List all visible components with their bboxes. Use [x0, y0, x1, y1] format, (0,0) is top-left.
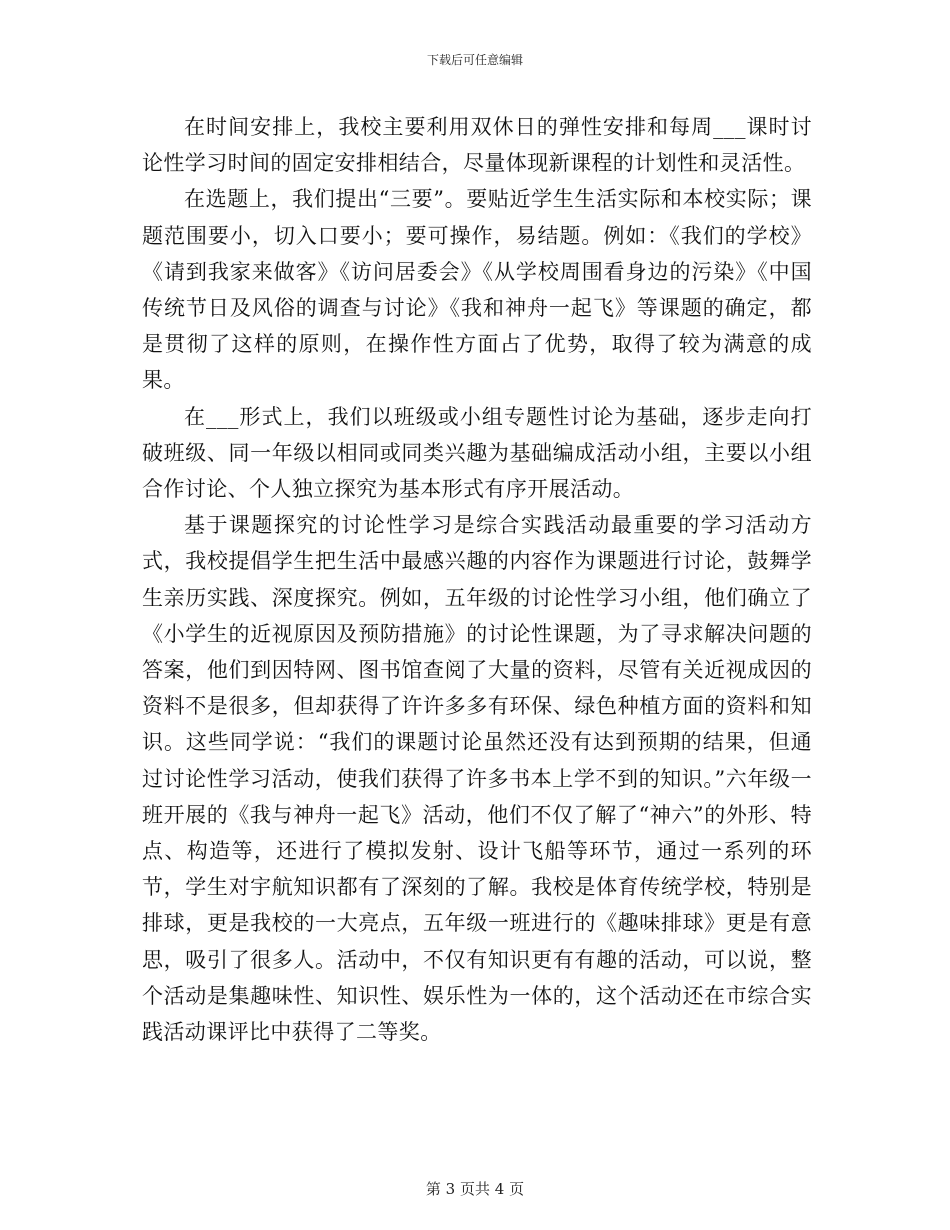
page-footer	[0, 1180, 950, 1198]
paragraph-research-examples: 基于课题探究的讨论性学习是综合实践活动最重要的学习活动方式，我校提倡学生把生活中最感兴趣的内容作为课题进行讨论，鼓舞学生亲历实践、深度探究。例如，五年级的讨论性学习小组，他们确立了《小学生的近视原因及预防措施》的讨论性课题，为了寻求解决问题的答案，他们到因特网、图书馆查阅了大量的资料，尽管有关近视成因的资料不是很多，但却获得了许许多多有环保、绿色种植方面的资料和知识。这些同学说：“我们的课题讨论虽然还没有达到预期的结果，但通过讨论性学习活动，使我们获得了许多书本上学不到的知识。”六年级一班开展的《我与神舟一起飞》活动，他们不仅了解了“神六”的外形、特点、构造等，还进行了模拟发射、设计飞船等环节，通过一系列的环节，学生对宇航知识都有了深刻的了解。我校是体育传统学校，特别是排球，更是我校的一大亮点，五年级一班进行的《趣味排球》更是有意思，吸引了很多人。活动中，不仅有知识更有有趣的活动，可以说，整个活动是集趣味性、知识性、娱乐性为一体的，这个活动还在市综合实践活动课评比中获得了二等奖。	[142, 513, 812, 1045]
paragraph-topic-selection: 在选题上，我们提出“三要”。要贴近学生生活实际和本校实际；课题范围要小，切入口要小；要可操作，易结题。例如：《我们的学校》《请到我家来做客》《访问居委会》《从学校周围看身边的污染》《中国传统节日及风俗的调查与讨论》《我和神舟一起飞》等课题的确定，都是贯彻了这样的原则，在操作性方面占了优势，取得了较为满意的成果。	[142, 187, 812, 393]
header-note: 下载后可任意编辑	[426, 53, 523, 67]
document-body	[142, 109, 812, 1050]
paragraph-activity-form: 在___形式上，我们以班级或小组专题性讨论为基础，逐步走向打破班级、同一年级以相同或同类兴趣为基础编成活动小组，主要以小组合作讨论、个人独立探究为基本形式有序开展活动。	[142, 404, 812, 502]
page-header	[0, 53, 950, 67]
paragraph-schedule: 在时间安排上，我校主要利用双休日的弹性安排和每周___课时讨论性学习时间的固定安排相结合，尽量体现新课程的计划性和灵活性。	[142, 115, 812, 176]
page-number: 第 3 页共 4 页	[425, 1180, 525, 1198]
